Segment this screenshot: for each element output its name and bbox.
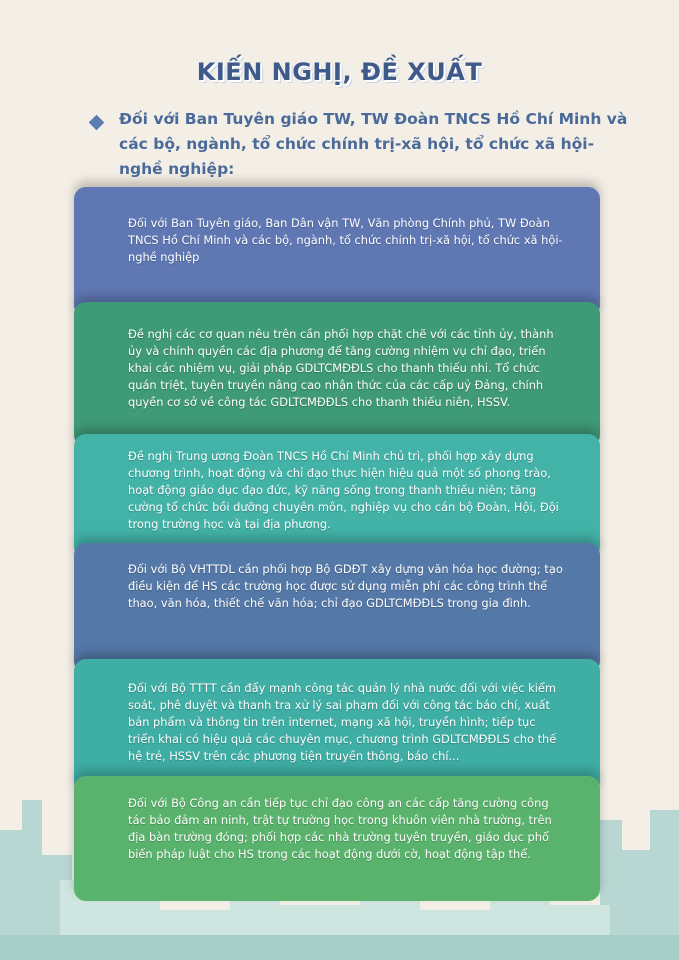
card-1: [74, 187, 600, 317]
card-3: [74, 434, 600, 559]
card-text: Đối với Ban Tuyên giáo, Ban Dân vận TW, Văn phòng Chính phủ, TW Đoàn TNCS Hồ Chí Minh và các bộ, ngành, tổ chức chính trị-xã hội, tổ chức xã hội-nghề nghiệp: [128, 216, 563, 264]
diamond-bullet-icon: [89, 115, 105, 131]
card-4: [74, 543, 600, 673]
page-title: KIẾN NGHỊ, ĐỀ XUẤT: [196, 58, 483, 86]
card-text: Đề nghị Trung ương Đoàn TNCS Hồ Chí Minh chủ trì, phối hợp xây dựng chương trình, hoạt động và chỉ đạo thực hiện hiệu quả một số phong trào, hoạt động giáo dục đạo đức, kỹ năng sống trong thanh thiếu niên; tăng cường tổ chức bồi dưỡng chuyên môn, nghiệp vụ cho cán bộ Đoàn, Hội, Đội trong trường học và tại địa phương.: [128, 449, 559, 531]
intro-bullet: [88, 107, 628, 182]
card-text: Đối với Bộ TTTT cần đẩy mạnh công tác quản lý nhà nước đối với việc kiểm soát, phê duyệt và thanh tra xử lý sai phạm đối với công tác báo chí, xuất bản phẩm và thông tin trên internet, mạng xã hội, truyền hình; tiếp tục triển khai có hiệu quả các chuyên mục, chương trình GDLTCMĐĐLS cho thế hệ trẻ, HSSV trên các phương tiện truyền thông, báo chí...: [128, 681, 557, 763]
card-5: [74, 659, 600, 794]
card-text: Đối với Bộ Công an cần tiếp tục chỉ đạo công an các cấp tăng cường công tác bảo đảm an ninh, trật tự trường học trong khuôn viên nhà trường, trên địa bàn trường đóng; phối hợp các nhà trường tuyên truyền, giáo dục phổ biến pháp luật cho HS trong các hoạt động dưới cờ, hoạt động tập thể.: [128, 796, 552, 861]
card-6: [74, 776, 600, 901]
card-text: Đối với Bộ VHTTDL cần phối hợp Bộ GDĐT xây dựng văn hóa học đường; tạo điều kiện để HS các trường học được sử dụng miễn phí các công trình thể thao, văn hóa, thiết chế văn hóa; chỉ đạo GDLTCMĐĐLS trong gia đình.: [128, 562, 563, 610]
card-text: Đề nghị các cơ quan nêu trên cần phối hợp chặt chẽ với các tỉnh ủy, thành ủy và chính quyền các địa phương để tăng cường nhiệm vụ chỉ đạo, triển khai các nhiệm vụ, giải pháp GDLTCMĐĐLS cho thanh thiếu nhi. Tổ chức quán triệt, tuyên truyền nâng cao nhận thức của các cấp uỷ Đảng, chính quyền cơ sở về công tác GDLTCMĐĐLS cho thanh thiếu niên, HSSV.: [128, 327, 554, 409]
intro-text: Đối với Ban Tuyên giáo TW, TW Đoàn TNCS Hồ Chí Minh và các bộ, ngành, tổ chức chính trị-xã hội, tổ chức xã hội-nghề nghiệp:: [119, 110, 628, 178]
card-2: [74, 302, 600, 447]
